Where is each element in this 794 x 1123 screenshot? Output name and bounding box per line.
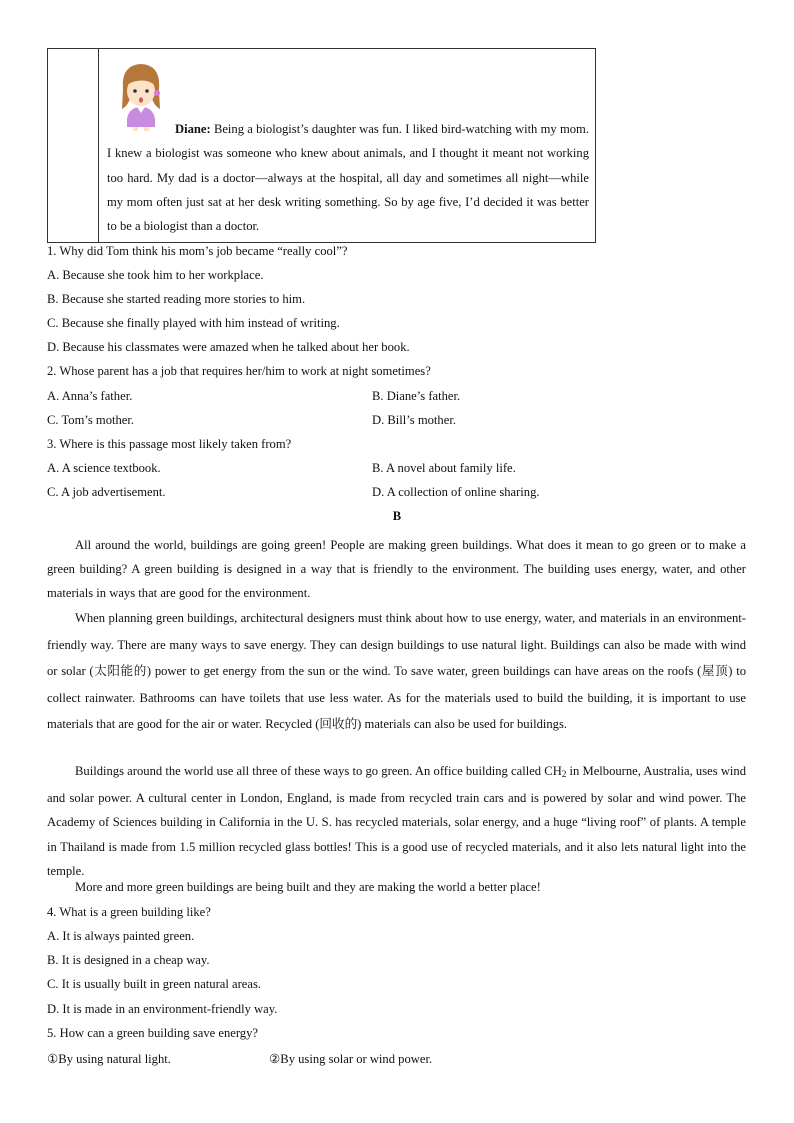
paragraph-3-part-b: in Melbourne, Australia, uses wind and solar power. A cultural center in London, England, is made from recycled train cars and is powered by solar and wind power. The Academy of Sciences building in California in the U. S. has recycled materials, solar energy, and a huge “living roof” of plants. A temple in Thailand is made from 1.5 million recycled glass bottles! This is a good use of recycled materials, and it also lets natural light into the temple. — [47, 764, 747, 878]
passage-paragraph-2 — [47, 605, 746, 738]
paragraph-3-part-a: Buildings around the world use all three of these ways to go green. An office building called CH — [75, 764, 562, 778]
q4-option-c: C. It is usually built in green natural areas. — [47, 977, 262, 991]
paragraph-2-text: When planning green buildings, architectural designers must think about how to use energy, water, and materials in an environment-friendly way. There are many ways to save energy. They can design buildings to use natural light. Buildings can also be made with wind or solar (太阳能的) power to get energy from the sun or the wind. To save water, green buildings can have areas on the roofs (屋顶) to collect rainwater. Bathrooms can have toilets that use less water. As for the materials used to build the building, it is important to use materials that are good for the air or water. Recycled (回收的) materials can also be used for buildings. — [47, 611, 746, 732]
q3-option-a: A. A science textbook. — [47, 461, 161, 475]
q3-option-d: D. A collection of online sharing. — [372, 485, 540, 499]
diane-paragraph — [107, 117, 589, 238]
q3-option-b: B. A novel about family life. — [372, 461, 516, 475]
q2-option-d: D. Bill’s mother. — [372, 413, 456, 427]
q4-option-b: B. It is designed in a cheap way. — [47, 953, 210, 967]
q4-option-d: D. It is made in an environment-friendly way. — [47, 1002, 278, 1016]
q2-option-b: B. Diane’s father. — [372, 389, 461, 403]
diane-text: Being a biologist’s daughter was fun. I liked bird-watching with my mom. I knew a biologist was someone who knew about animals, and I thought it meant not working too hard. My dad is a doctor—always at the hospital, all day and sometimes all night—while my mom often just sat at her desk writing something. So by age five, I’d decided it was better to be a biologist than a doctor. — [107, 122, 589, 234]
q4-option-a: A. It is always painted green. — [47, 929, 195, 943]
question-1: 1. Why did Tom think his mom’s job became “really cool”? — [47, 244, 348, 258]
speaker-name: Diane: — [175, 122, 211, 136]
q2-option-c: C. Tom’s mother. — [47, 413, 135, 427]
q5-choice-2: ②By using solar or wind power. — [269, 1052, 433, 1066]
question-5: 5. How can a green building save energy? — [47, 1026, 258, 1040]
question-4: 4. What is a green building like? — [47, 905, 211, 919]
dialogue-box — [47, 48, 596, 243]
q1-option-c: C. Because she finally played with him instead of writing. — [47, 316, 340, 330]
q1-option-b: B. Because she started reading more stories to him. — [47, 292, 306, 306]
passage-paragraph-3 — [47, 759, 746, 883]
question-3: 3. Where is this passage most likely taken from? — [47, 437, 292, 451]
passage-paragraph-4 — [47, 880, 746, 895]
q1-option-a: A. Because she took him to her workplace. — [47, 268, 264, 282]
paragraph-4-text: More and more green buildings are being built and they are making the world a better place! — [75, 880, 541, 894]
paragraph-3-text — [47, 759, 746, 883]
section-b-title: B — [392, 509, 402, 523]
passage-paragraph-1 — [47, 533, 746, 606]
q5-choice-1: ①By using natural light. — [47, 1052, 171, 1066]
box-divider — [98, 49, 99, 242]
q3-option-c: C. A job advertisement. — [47, 485, 166, 499]
question-2: 2. Whose parent has a job that requires her/him to work at night sometimes? — [47, 364, 431, 378]
paragraph-1-text: All around the world, buildings are going green! People are making green buildings. What does it mean to go green or to make a green building? A green building is designed in a way that is friendly to the environment. The building uses energy, water, and other materials in ways that are good for the environment. — [47, 538, 746, 601]
q1-option-d: D. Because his classmates were amazed when he talked about her book. — [47, 340, 410, 354]
ch2-subscript: 2 — [561, 769, 567, 779]
q2-option-a: A. Anna’s father. — [47, 389, 133, 403]
